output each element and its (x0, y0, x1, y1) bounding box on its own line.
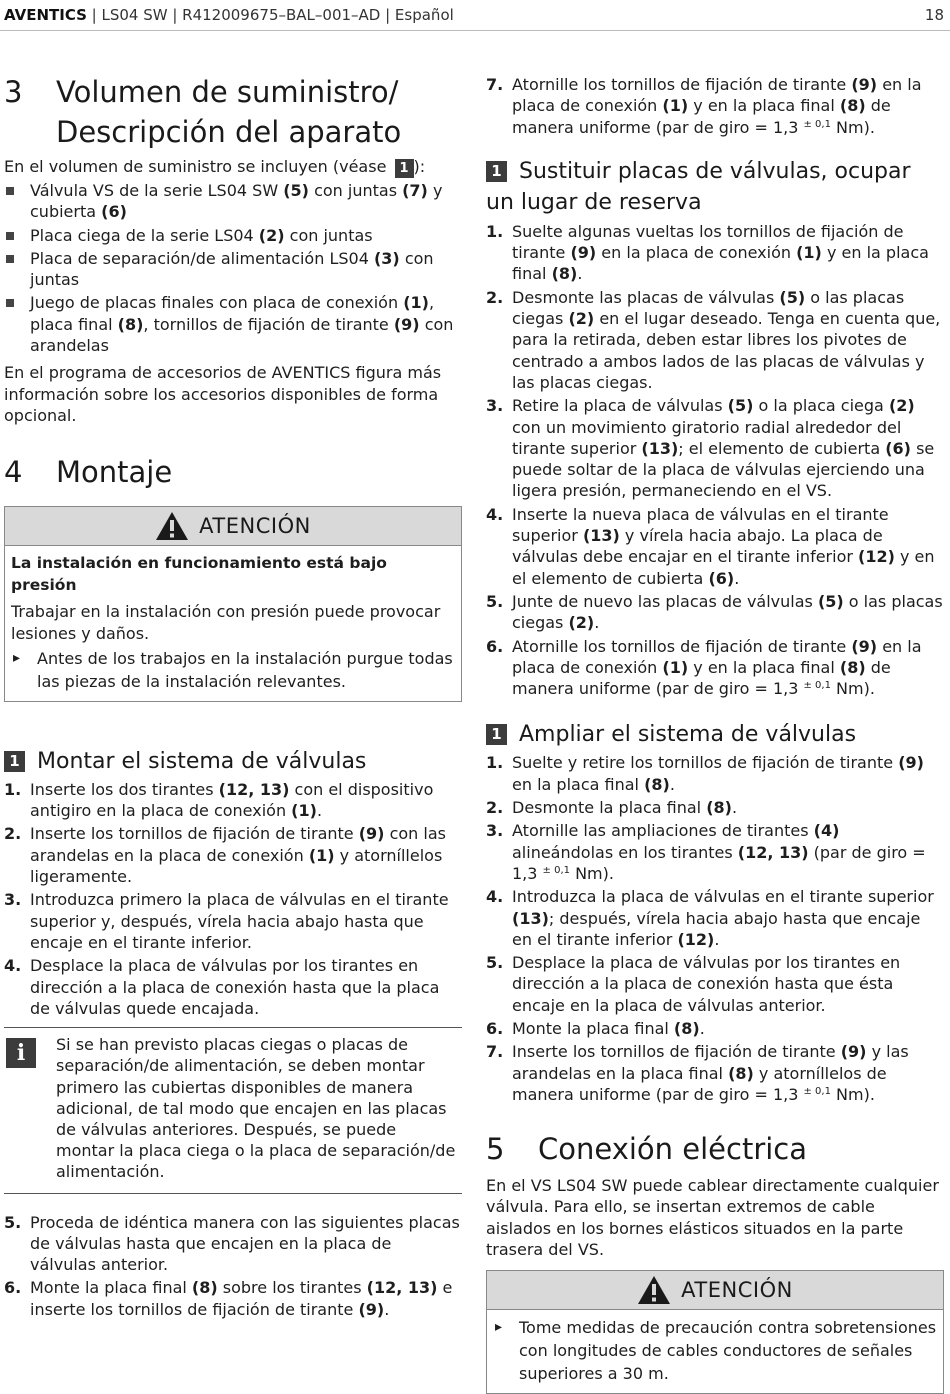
info-text: Si se han previsto placas ciegas o placas de separación/de alimentación, se deben montar primero las cubiertas disponibles de manera adicional, de tal modo que encajen en las placas de válvulas anteriores. Después, se puede montar la placa ciega o la placa de separación/de alimentación. (56, 1035, 456, 1182)
list-item: Juego de placas finales con placa de conexión (1), placa final (8), tornillos de fijación de tirante (9) con arandelas (4, 292, 462, 356)
title-line-2: Descripción del aparato (56, 115, 402, 149)
caution-body (5, 546, 461, 701)
section-4-heading (4, 452, 462, 492)
page-number: 18 (924, 6, 944, 24)
step-item: 1. Inserte los dos tirantes (12, 13) con el dispositivo antigiro en la placa de conexión (1). (4, 779, 434, 821)
supply-list (4, 180, 462, 356)
step-item: 5. Junte de nuevo las placas de válvulas (5) o las placas ciegas (2). (486, 591, 943, 633)
info-icon: i (6, 1038, 36, 1068)
step-item: 1. Suelte algunas vueltas los tornillos de fijación de tirante (9) en la placa de conexión (1) y en la placa final (8). (486, 221, 929, 284)
mount-steps (4, 779, 462, 1019)
caution-label: ATENCIÓN (681, 1278, 793, 1303)
left-column (4, 72, 462, 1322)
info-box (4, 1027, 462, 1193)
step-item: 3. Atornille las ampliaciones de tirantes (4) alineándolas en los tirantes (12, 13) (par de giro = 1,3 $^{\pm 0,1}$ Nm). (486, 821, 926, 883)
caution-header (5, 507, 461, 546)
caution-label: ATENCIÓN (199, 514, 311, 539)
step-item: 4. Desplace la placa de válvulas por los tirantes en dirección a la placa de conexión hasta que la placa de válvulas quede encajada. (4, 956, 440, 1018)
section-5-heading (486, 1129, 944, 1169)
extend-steps (486, 752, 944, 1105)
intro-text-end: ): (413, 157, 426, 176)
caution-box (486, 1270, 944, 1394)
mount-steps-final (486, 74, 944, 138)
caution-body (487, 1310, 943, 1393)
step-item: 3. Introduzca primero la placa de válvulas en el tirante superior y, después, vírela hacia abajo hasta que encaje en el tirante inferior. (4, 890, 449, 952)
step-item: 2. Desmonte la placa final (8). (486, 798, 738, 818)
page-header (0, 0, 950, 33)
section-number: 4 (4, 455, 23, 490)
figure-ref-badge: 1 (486, 161, 507, 182)
section-title: Conexión eléctrica (538, 1132, 808, 1167)
step-item: 2. Inserte los tornillos de fijación de tirante (9) con las arandelas en la placa de conexión (1) y atorníllelos ligeramente. (4, 824, 446, 887)
step-item: 7. Inserte los tornillos de fijación de tirante (9) y las arandelas en la placa final (8) y atorníllelos de manera uniforme (par de giro = 1,3 $^{\pm 0,1}$ Nm). (486, 1042, 909, 1104)
subheading-title: Montar el sistema de válvulas (37, 748, 367, 774)
replace-steps (486, 221, 944, 700)
title-line-1: Volumen de suministro/ (56, 75, 399, 109)
step-item: 1. Suelte y retire los tornillos de fijación de tirante (9) en la placa final (8). (486, 753, 924, 794)
section-title: Montaje (56, 455, 173, 490)
figure-ref-badge: 1 (395, 159, 414, 178)
step-item: 5. Desplace la placa de válvulas por los tirantes en dirección a la placa de conexión hasta que ésta encaje en la placa de válvulas anterior. (486, 953, 901, 1015)
header-text (4, 6, 454, 24)
warning-triangle-icon (637, 1275, 671, 1305)
step-item: 6. Monte la placa final (8). (486, 1018, 705, 1038)
figure-ref-badge: 1 (486, 724, 507, 745)
caution-action: ▸ Antes de los trabajos en la instalación purgue todas las piezas de la instalación relevantes. (11, 647, 455, 693)
caution-text: Trabajar en la instalación con presión puede provocar lesiones y daños. (11, 602, 441, 643)
list-item: Placa ciega de la serie LS04 (2) con juntas (4, 225, 462, 246)
caution-action: ▸ Tome medidas de precaución contra sobretensiones con longitudes de cables conductores de señales superiores a 30 m. (493, 1316, 937, 1385)
mount-steps-continued (4, 1212, 462, 1320)
section-title (56, 72, 401, 152)
warning-triangle-icon (155, 511, 189, 541)
mount-subheading (4, 746, 462, 777)
step-item: 5. Proceda de idéntica manera con las siguientes placas de válvulas hasta que encajen en la placa de válvulas anterior. (4, 1212, 460, 1275)
step-item: 7. Atornille los tornillos de fijación de tirante (9) en la placa de conexión (1) y en la placa final (8) de manera uniforme (par de giro = 1,3 $^{\pm 0,1}$ Nm). (486, 75, 922, 137)
section-number: 5 (486, 1132, 505, 1167)
right-column (486, 74, 944, 1394)
subheading-title: Sustituir placas de válvulas, ocupar un lugar de reserva (486, 158, 911, 215)
replace-subheading (486, 156, 944, 218)
electrical-intro: En el VS LS04 SW puede cablear directamente cualquier válvula. Para ello, se insertan extremos de cable aislados en los bornes elásticos situados en la parte trasera del VS. (486, 1176, 939, 1260)
list-item: Placa de separación/de alimentación LS04 (3) con juntas (4, 248, 462, 291)
figure-ref-badge: 1 (4, 751, 25, 772)
step-item: 6. Atornille los tornillos de fijación de tirante (9) en la placa de conexión (1) y en la placa final (8) de manera uniforme (par de giro = 1,3 $^{\pm 0,1}$ Nm). (486, 636, 922, 699)
step-item: 4. Introduzca la placa de válvulas en el tirante superior (13); después, vírela hacia abajo hasta que encaje en el tirante inferior (12). (486, 887, 934, 949)
supply-intro (4, 156, 462, 178)
accessories-note: En el programa de accesorios de AVENTICS figura más información sobre los accesorios disponibles de forma opcional. (4, 363, 442, 425)
header-brand: AVENTICS (4, 6, 87, 24)
step-item: 6. Monte la placa final (8) sobre los tirantes (12, 13) e inserte los tornillos de fijación de tirante (9). (4, 1278, 453, 1319)
extend-subheading (486, 719, 944, 750)
section-number: 3 (4, 75, 23, 109)
caution-box (4, 506, 462, 702)
step-item: 3. Retire la placa de válvulas (5) o la placa ciega (2) con un movimiento giratorio radial alrededor del tirante superior (13); el elemento de cubierta (6) se puede soltar de la placa de válvulas ejerciendo una ligera presión, permaneciendo en el VS. (486, 396, 935, 501)
caution-subtitle: La instalación en funcionamiento está bajo presión (11, 554, 387, 595)
list-item: Válvula VS de la serie LS04 SW (5) con juntas (7) y cubierta (6) (4, 180, 462, 223)
caution-header (487, 1271, 943, 1310)
section-3-heading (4, 72, 462, 152)
header-meta: | LS04 SW | R412009675–BAL–001–AD | Español (86, 6, 454, 24)
intro-text: En el volumen de suministro se incluyen (véase (4, 157, 392, 176)
header-divider (0, 30, 950, 31)
step-item: 4. Inserte la nueva placa de válvulas en el tirante superior (13) y vírela hacia abajo. La placa de válvulas debe encajar en el tirante inferior (12) y en el elemento de cubierta (6). (486, 504, 935, 588)
subheading-title: Ampliar el sistema de válvulas (519, 722, 857, 748)
step-item: 2. Desmonte las placas de válvulas (5) o las placas ciegas (2) en el lugar deseado. Tenga en cuenta que, para la retirada, deben estar libres los pivotes de centrado a ambos lados de las placas de válvulas y las placas ciegas. (486, 287, 941, 392)
